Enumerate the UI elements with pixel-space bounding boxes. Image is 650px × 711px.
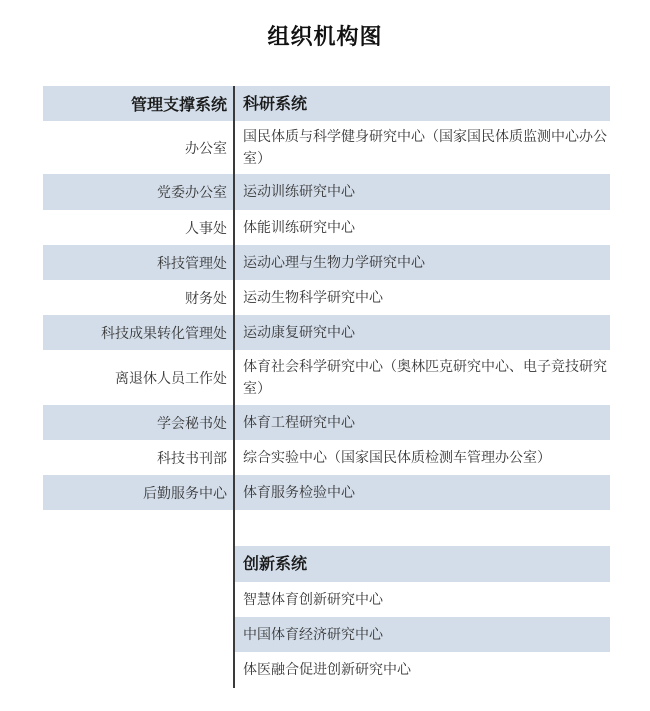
research-header: 科研系统	[235, 86, 610, 121]
innovation-header: 创新系统	[235, 546, 610, 582]
management-item: 后勤服务中心	[43, 475, 233, 510]
chart-title: 组织机构图	[267, 25, 383, 50]
research-item: 体育服务检验中心	[235, 475, 610, 510]
management-column	[43, 86, 233, 510]
management-item: 科技书刊部	[157, 450, 227, 467]
research-column	[235, 86, 610, 687]
management-item: 科技管理处	[43, 245, 233, 280]
innovation-item: 体医融合促进创新研究中心	[243, 661, 411, 678]
management-item: 财务处	[185, 290, 227, 307]
research-item: 运动生物科学研究中心	[243, 289, 383, 306]
management-header: 管理支撑系统	[43, 86, 233, 121]
research-item: 运动心理与生物力学研究中心	[235, 245, 610, 280]
management-item: 学会秘书处	[43, 405, 233, 440]
management-item: 科技成果转化管理处	[43, 315, 233, 350]
research-item: 综合实验中心（国家国民体质检测车管理办公室）	[243, 449, 551, 466]
research-item: 体育社会科学研究中心（奥林匹克研究中心、电子竞技研究室）	[243, 358, 607, 397]
innovation-item: 智慧体育创新研究中心	[243, 591, 383, 608]
management-item: 办公室	[185, 140, 227, 157]
section-spacer	[235, 510, 610, 546]
research-item: 运动康复研究中心	[235, 315, 610, 350]
management-item: 离退休人员工作处	[115, 370, 227, 387]
management-item: 党委办公室	[43, 174, 233, 210]
research-item: 运动训练研究中心	[235, 174, 610, 210]
management-item: 人事处	[185, 220, 227, 237]
research-item: 国民体质与科学健身研究中心（国家国民体质监测中心办公室）	[243, 128, 607, 167]
research-item: 体能训练研究中心	[243, 219, 355, 236]
innovation-item: 中国体育经济研究中心	[235, 617, 610, 652]
research-item: 体育工程研究中心	[235, 405, 610, 440]
